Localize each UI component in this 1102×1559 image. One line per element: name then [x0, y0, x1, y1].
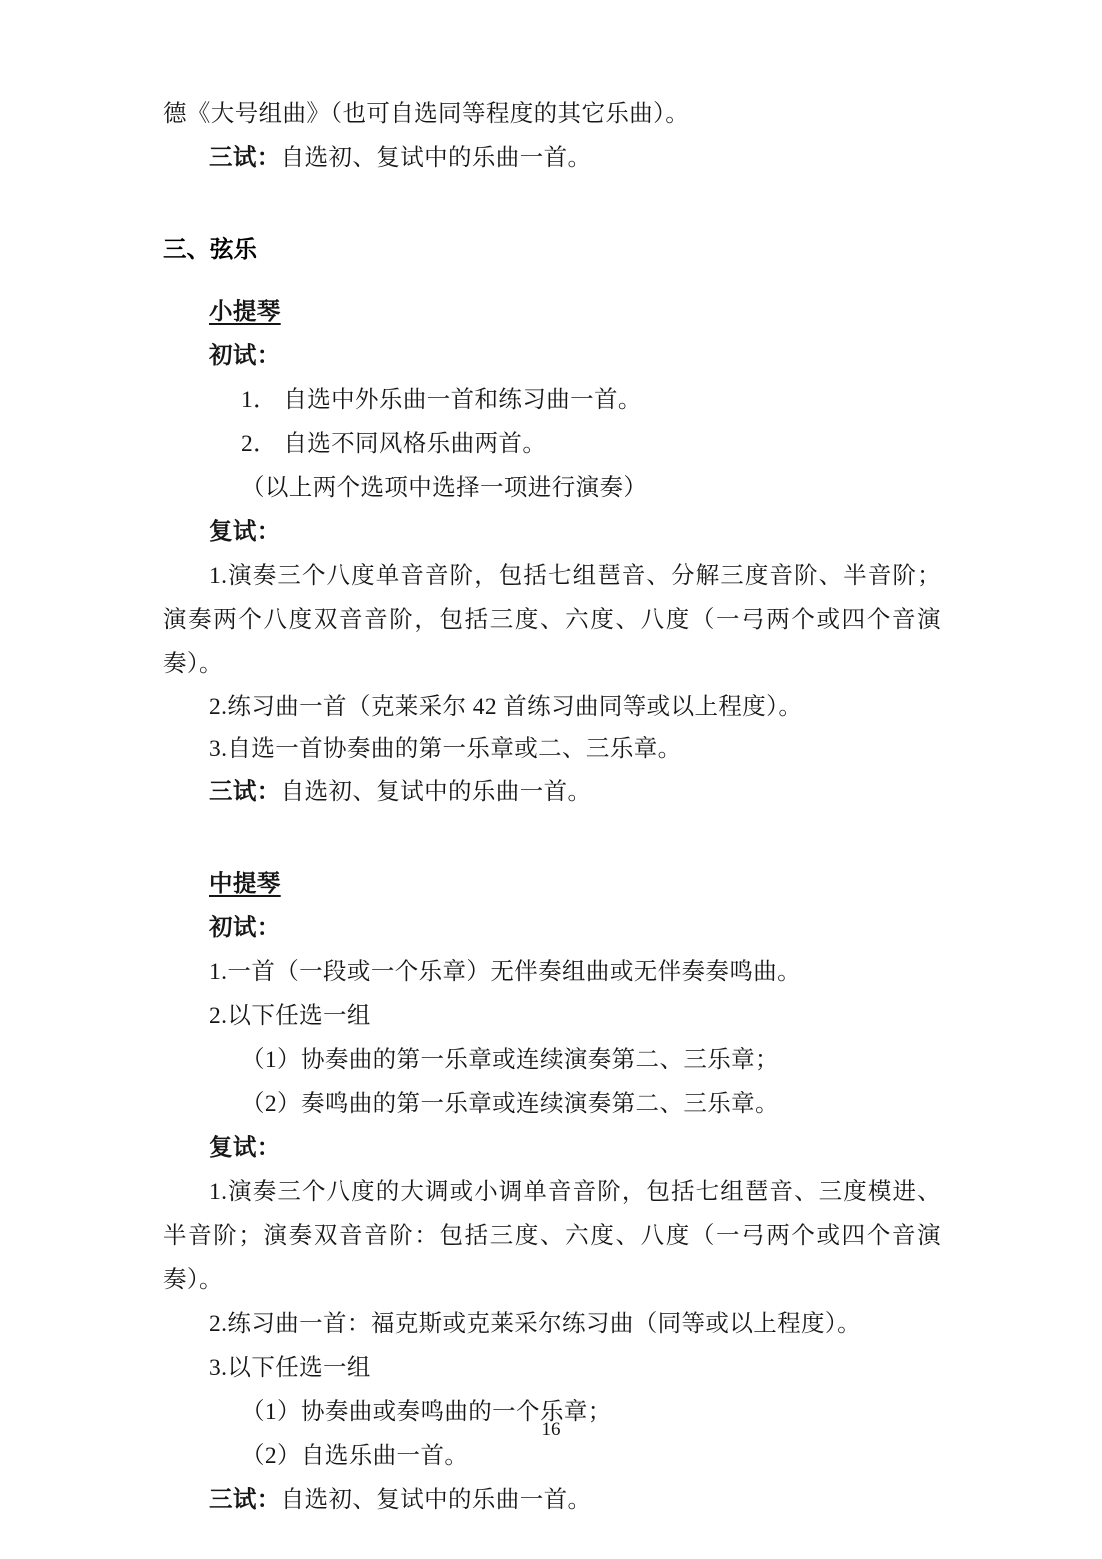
stage-label: 三试：	[209, 1487, 281, 1513]
stage-heading-second-violin: 复试：	[209, 519, 281, 545]
instrument-heading-viola: 中提琴	[209, 871, 281, 897]
sub-list-item: （1）协奏曲的第一乐章或连续演奏第二、三乐章；	[241, 1047, 779, 1073]
sub-list-item: （1）协奏曲或奏鸣曲的一个乐章；	[241, 1399, 612, 1425]
stage-heading-preliminary-viola: 初试：	[209, 915, 281, 941]
instrument-heading-viola-wrap	[163, 862, 941, 906]
paragraph-text: 1.演奏三个八度单音音阶，包括七组琶音、分解三度音阶、半音阶；演奏两个八度双音音阶，包括三度、六度、八度（一弓两个或四个音演奏）。	[163, 563, 941, 677]
stage-content: 自选初、复试中的乐曲一首。	[280, 1487, 592, 1513]
section-spacer	[163, 180, 941, 228]
instrument-heading-violin-wrap	[163, 290, 941, 334]
list-item: 2.以下任选一组	[209, 1003, 371, 1029]
list-item: 1.一首（一段或一个乐章）无伴奏组曲或无伴奏奏鸣曲。	[209, 959, 802, 985]
note-text: （以上两个选项中选择一项进行演奏）	[241, 475, 648, 501]
section-heading-strings: 三、弦乐	[163, 237, 257, 263]
exam-stage-line-third-viola	[163, 1478, 941, 1522]
document-body	[163, 92, 941, 1522]
sub-list-item: （2）自选乐曲一首。	[241, 1443, 469, 1469]
paragraph	[163, 554, 941, 686]
paragraph-continuation: 德《大号组曲》（也可自选同等程度的其它乐曲）。	[163, 101, 690, 127]
stage-heading-second-viola: 复试：	[209, 1135, 281, 1161]
list-item: 3.以下任选一组	[209, 1355, 371, 1381]
list-item: 2.练习曲一首：福克斯或克莱采尔练习曲（同等或以上程度）。	[209, 1311, 861, 1337]
stage-heading-preliminary-violin: 初试：	[209, 343, 281, 369]
stage-label: 三试：	[209, 779, 281, 805]
paragraph-text: 1.演奏三个八度的大调或小调单音音阶，包括七组琶音、三度模进、半音阶；演奏双音音阶：包括三度、六度、八度（一弓两个或四个音演奏）。	[163, 1179, 941, 1293]
page-number: 16	[541, 1419, 561, 1440]
list-item: 2． 自选不同风格乐曲两首。	[241, 431, 547, 457]
list-item: 3.自选一首协奏曲的第一乐章或二、三乐章。	[209, 736, 682, 762]
exam-stage-line-third-violin	[163, 770, 941, 814]
exam-stage-line-third-tuba	[163, 136, 941, 180]
list-item: 1． 自选中外乐曲一首和练习曲一首。	[241, 387, 642, 413]
stage-content: 自选初、复试中的乐曲一首。	[280, 145, 592, 171]
stage-label: 三试：	[209, 145, 281, 171]
sub-list-item: （2）奏鸣曲的第一乐章或连续演奏第二、三乐章。	[241, 1091, 779, 1117]
heading-spacer	[163, 272, 941, 290]
section-spacer	[163, 814, 941, 862]
instrument-heading-violin: 小提琴	[209, 299, 281, 325]
list-item: 2.练习曲一首（克莱采尔 42 首练习曲同等或以上程度）。	[209, 694, 803, 720]
paragraph	[163, 1170, 941, 1302]
stage-content: 自选初、复试中的乐曲一首。	[280, 779, 592, 805]
